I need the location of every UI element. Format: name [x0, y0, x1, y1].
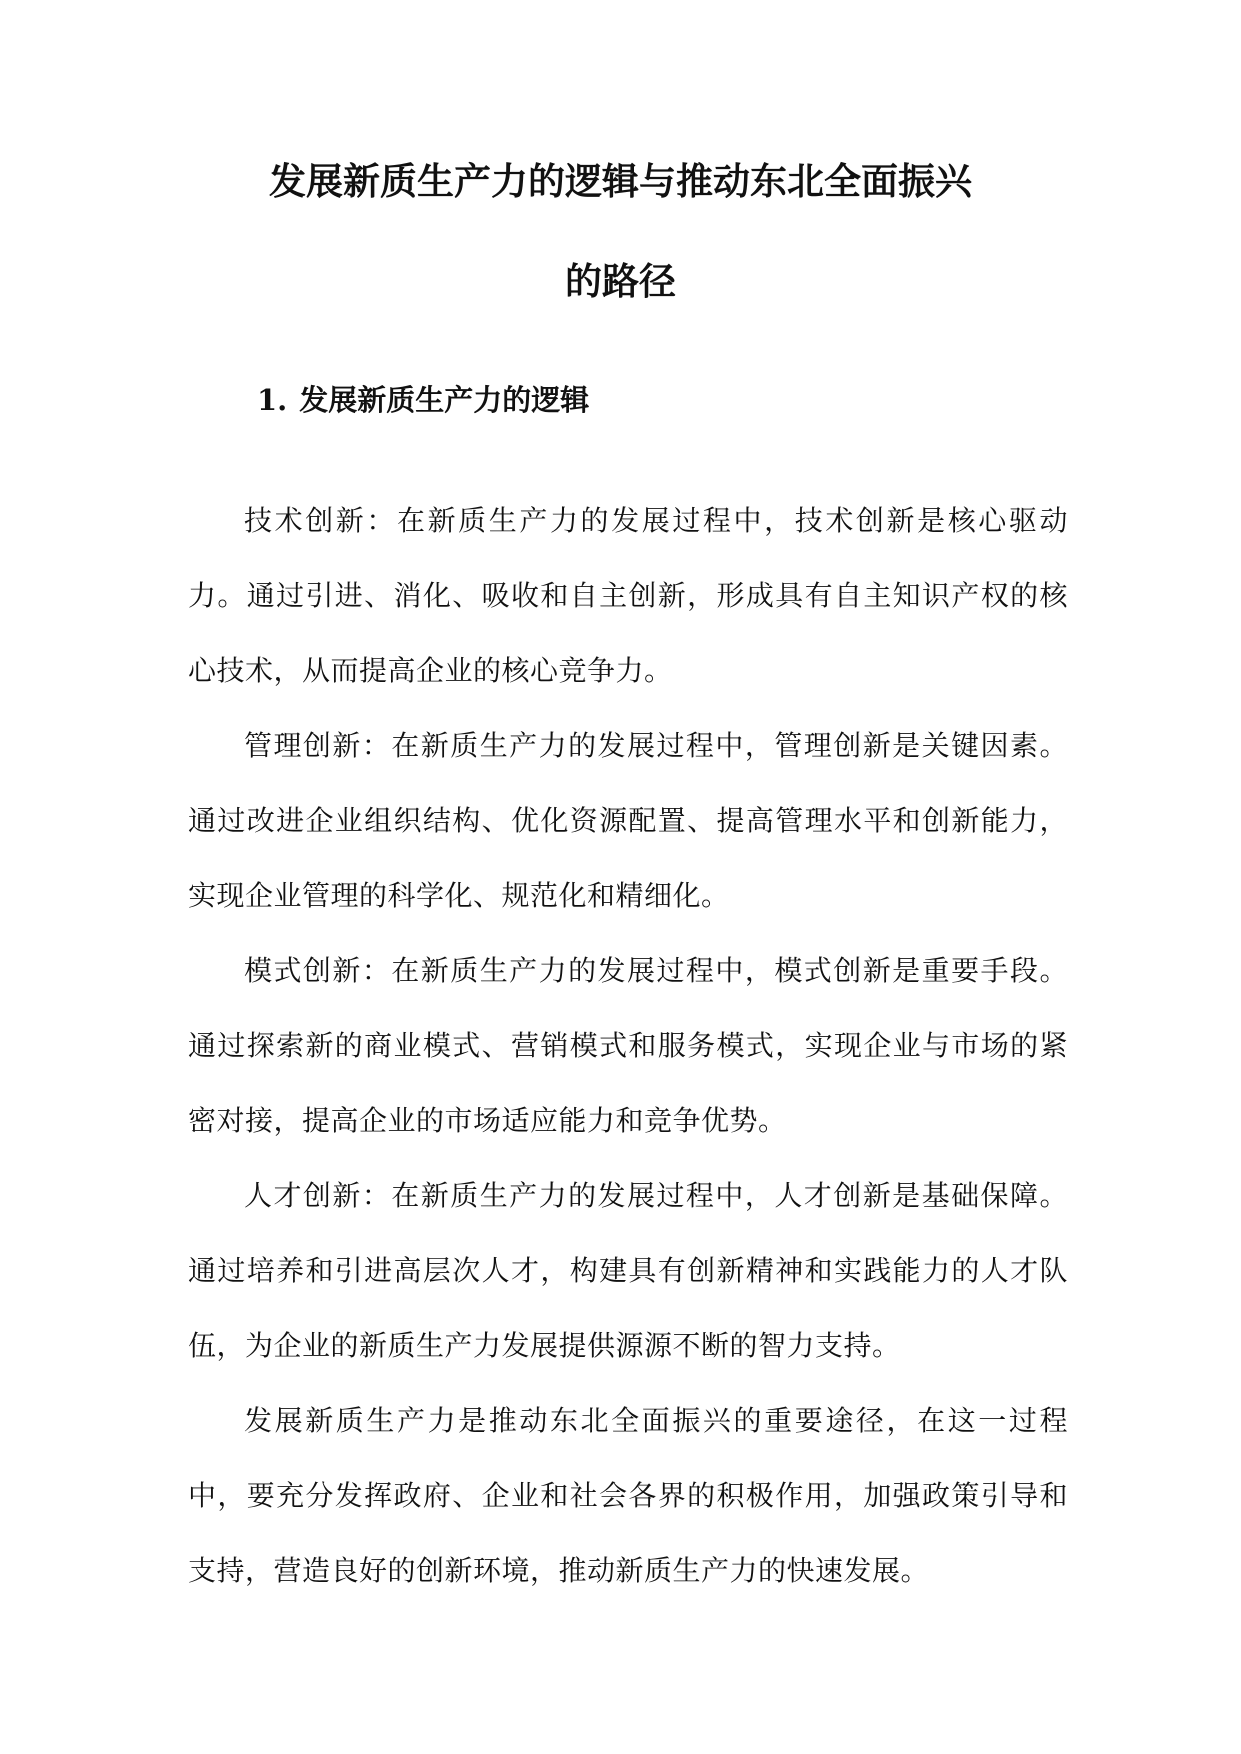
section-heading [257, 378, 589, 419]
paragraph-technology-innovation: 技术创新：在新质生产力的发展过程中，技术创新是核心驱动力。通过引进、消化、吸收和自主创新，形成具有自主知识产权的核心技术，从而提高企业的核心竞争力。 [188, 504, 1068, 687]
section-title: 发展新质生产力的逻辑 [299, 383, 590, 417]
document-title-line-2: 的路径 [565, 260, 676, 303]
section-number: 1. [257, 383, 288, 417]
paragraph-conclusion: 发展新质生产力是推动东北全面振兴的重要途径，在这一过程中，要充分发挥政府、企业和社会各界的积极作用，加强政策引导和支持，营造良好的创新环境，推动新质生产力的快速发展。 [188, 1404, 1068, 1587]
document-title-line-1: 发展新质生产力的逻辑与推动东北全面振兴 [269, 160, 972, 203]
paragraph-talent-innovation: 人才创新：在新质生产力的发展过程中，人才创新是基础保障。通过培养和引进高层次人才，构建具有创新精神和实践能力的人才队伍，为企业的新质生产力发展提供源源不断的智力支持。 [188, 1179, 1068, 1362]
paragraph-management-innovation: 管理创新：在新质生产力的发展过程中，管理创新是关键因素。通过改进企业组织结构、优化资源配置、提高管理水平和创新能力，实现企业管理的科学化、规范化和精细化。 [188, 729, 1068, 912]
paragraph-model-innovation: 模式创新：在新质生产力的发展过程中，模式创新是重要手段。通过探索新的商业模式、营销模式和服务模式，实现企业与市场的紧密对接，提高企业的市场适应能力和竞争优势。 [188, 954, 1068, 1137]
